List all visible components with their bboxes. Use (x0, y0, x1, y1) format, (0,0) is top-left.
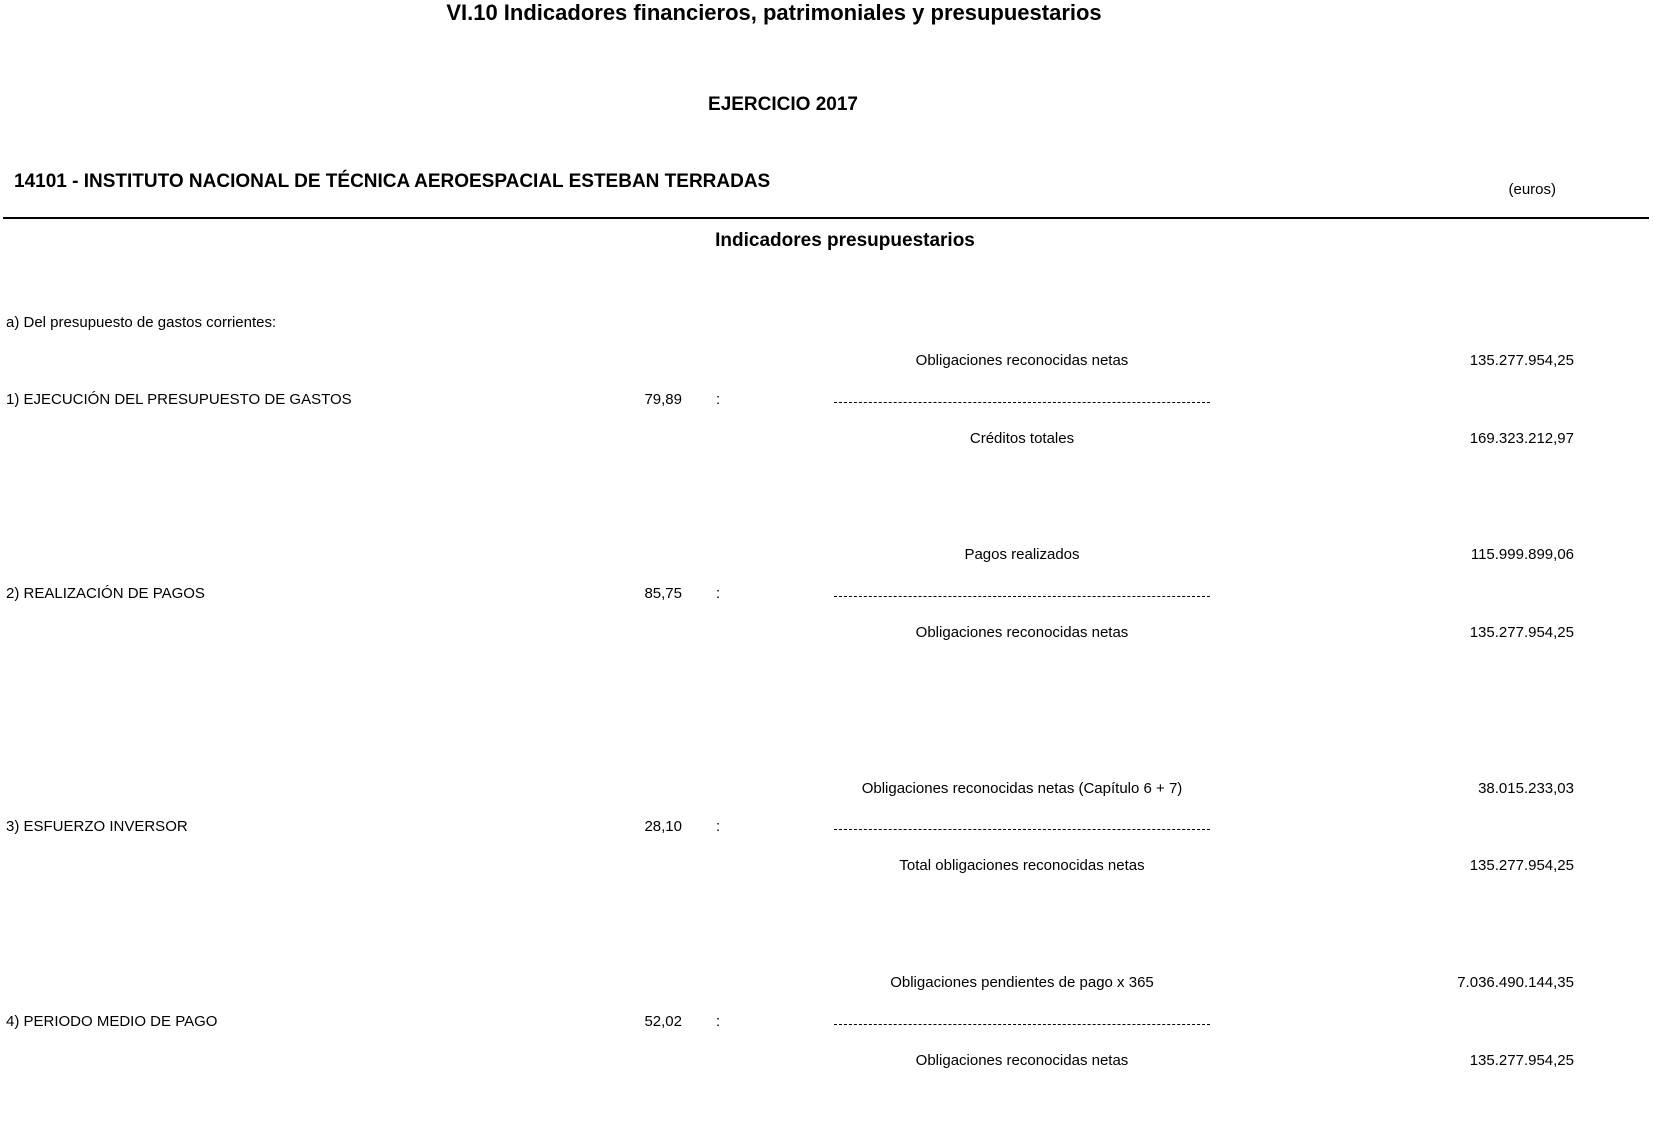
indicator-investment (0, 780, 1654, 930)
indicator-value: 28,10 (644, 818, 682, 835)
denominator-value: 135.277.954,25 (1469, 624, 1574, 641)
denominator-label: Obligaciones reconocidas netas (915, 1052, 1129, 1069)
section-title: Indicadores presupuestarios (715, 230, 975, 251)
fiscal-year-heading: EJERCICIO 2017 (708, 94, 858, 115)
indicator-value: 79,89 (644, 391, 682, 408)
denominator-label: Obligaciones reconocidas netas (915, 624, 1129, 641)
indicator-payments (0, 546, 1654, 696)
indicator-colon: : (716, 1013, 721, 1030)
numerator-label: Obligaciones pendientes de pago x 365 (890, 974, 1154, 991)
indicator-colon: : (716, 391, 721, 408)
indicator-label: 2) REALIZACIÓN DE PAGOS (6, 585, 205, 602)
fraction-divider (834, 829, 1210, 830)
numerator-value: 135.277.954,25 (1469, 352, 1574, 369)
denominator-label: Créditos totales (969, 430, 1075, 447)
indicator-average-payment-period (0, 974, 1654, 1124)
page-title: VI.10 Indicadores financieros, patrimoniales y presupuestarios (446, 0, 1102, 25)
numerator-value: 115.999.899,06 (1470, 546, 1574, 563)
numerator-label: Pagos realizados (964, 546, 1080, 563)
header-divider (3, 217, 1649, 219)
section-intro: a) Del presupuesto de gastos corrientes: (6, 314, 277, 331)
fraction-divider (834, 402, 1210, 403)
denominator-label: Total obligaciones reconocidas netas (899, 857, 1145, 874)
denominator-value: 135.277.954,25 (1469, 857, 1574, 874)
indicator-value: 52,02 (644, 1013, 682, 1030)
numerator-label: Obligaciones reconocidas netas (915, 352, 1129, 369)
indicator-execution (0, 352, 1654, 502)
fraction-divider (834, 1024, 1210, 1025)
denominator-value: 169.323.212,97 (1469, 430, 1574, 447)
fraction-divider (834, 596, 1210, 597)
numerator-label: Obligaciones reconocidas netas (Capítulo 6 + 7) (861, 780, 1183, 797)
indicator-label: 4) PERIODO MEDIO DE PAGO (6, 1013, 218, 1030)
indicator-value: 85,75 (644, 585, 682, 602)
indicator-colon: : (716, 818, 721, 835)
indicator-colon: : (716, 585, 721, 602)
indicator-label: 1) EJECUCIÓN DEL PRESUPUESTO DE GASTOS (6, 391, 352, 408)
numerator-value: 38.015.233,03 (1478, 780, 1574, 797)
numerator-value: 7.036.490.144,35 (1457, 974, 1574, 991)
denominator-value: 135.277.954,25 (1469, 1052, 1574, 1069)
units-label: (euros) (1508, 181, 1556, 198)
entity-heading: 14101 - INSTITUTO NACIONAL DE TÉCNICA AEROESPACIAL ESTEBAN TERRADAS (14, 171, 771, 192)
indicator-label: 3) ESFUERZO INVERSOR (6, 818, 188, 835)
